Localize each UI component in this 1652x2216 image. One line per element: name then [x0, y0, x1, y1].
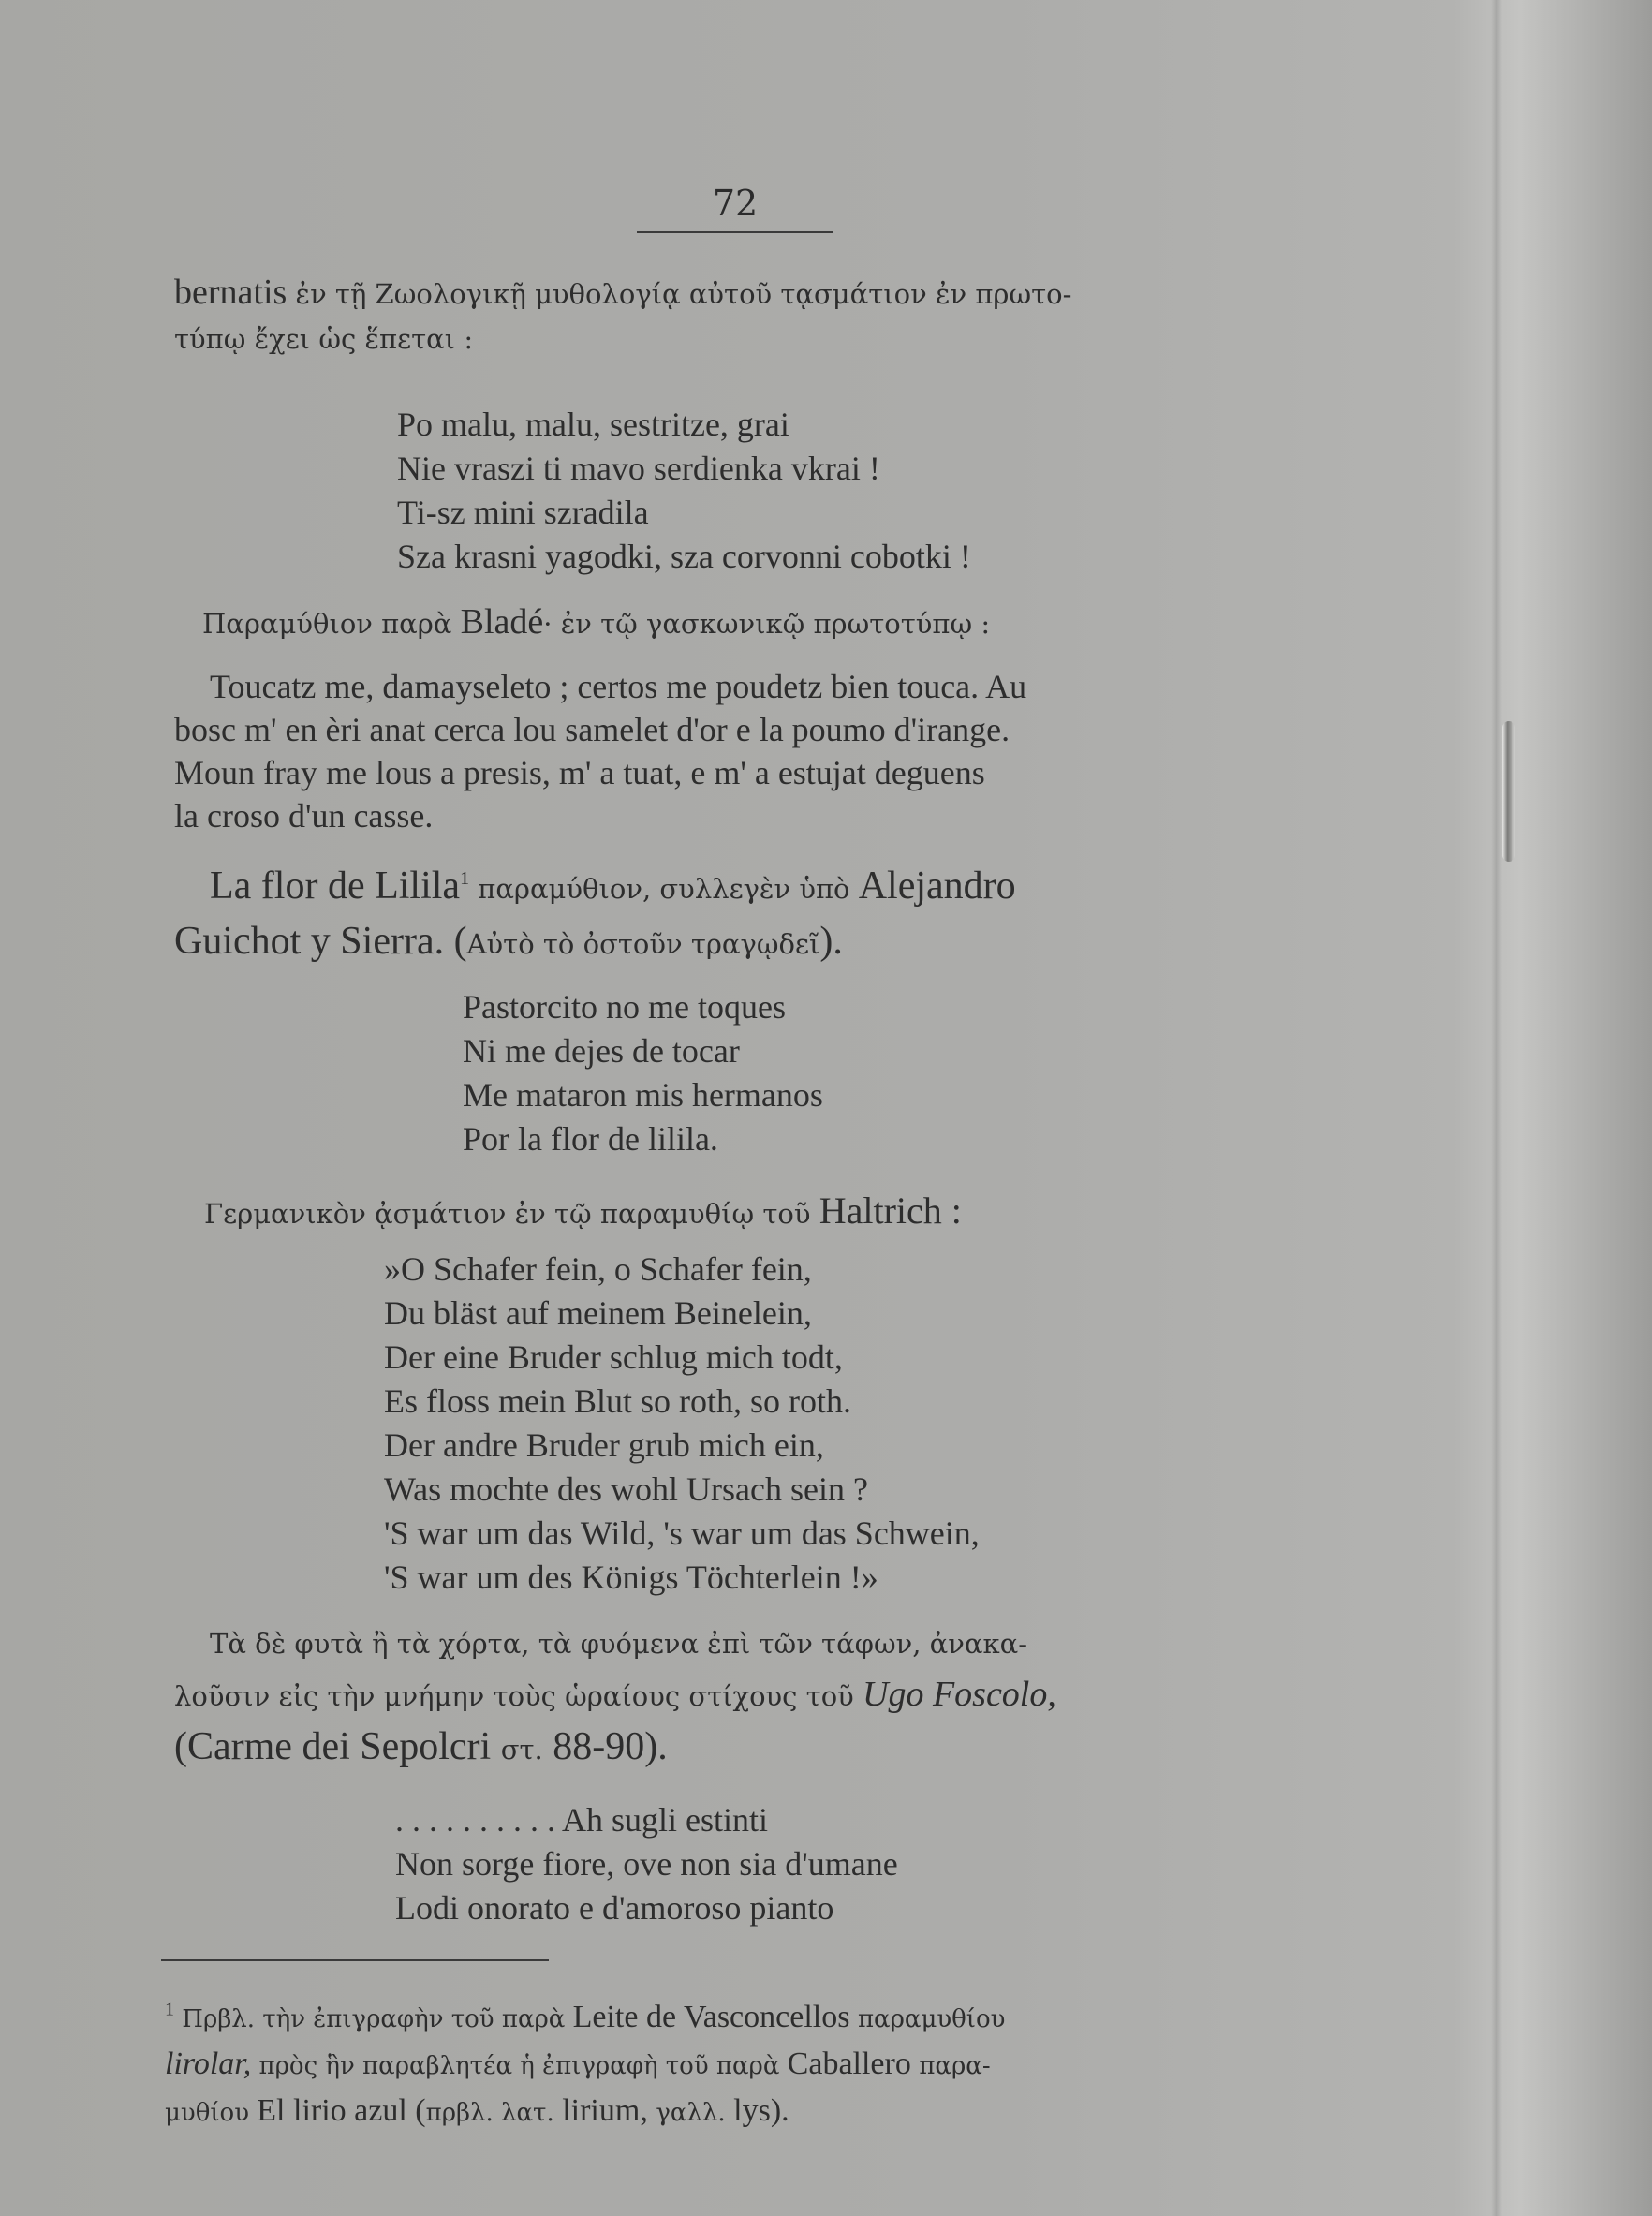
verse-line: Me mataron mis hermanos [463, 1076, 823, 1114]
binding-clip [1502, 721, 1515, 862]
haltrich-line [204, 1188, 962, 1237]
blade-greek-a: Παραμύθιον παρὰ [202, 608, 461, 640]
paragraph-lilila [174, 860, 1298, 970]
footnote-greek-3: πρὸς ἣν παραβλητέα ἡ ἐπιγραφὴ τοῦ παρὰ [251, 2052, 788, 2080]
paragraph-gascon-tale [174, 665, 1298, 837]
verse-slavic [397, 403, 971, 579]
footnote-greek-4: παρα- [919, 2052, 991, 2080]
verse-line: Der eine Bruder schlug mich todt, [384, 1338, 843, 1376]
verse-line: Ti-sz mini szradila [397, 494, 649, 531]
verse-german [384, 1248, 980, 1600]
verse-line: Du bläst auf meinem Beinelein, [384, 1294, 812, 1332]
verse-line: Der andre Bruder grub mich ein, [384, 1426, 824, 1464]
footnote-greek-7: γαλλ. [656, 2099, 726, 2127]
footnote-greek-2: παραμυθίου [857, 2005, 1006, 2033]
prose-line: Toucatz me, damayseleto ; certos me poudetz bien touca. Au [210, 668, 1027, 705]
verse-italian [395, 1798, 898, 1930]
foscolo-latin-3b: 88-90). [542, 1725, 668, 1768]
blade-line [202, 599, 990, 646]
lilila-latin-a: Alejandro [858, 864, 1016, 908]
verse-line: Nie vraszi ti mavo serdienka vkrai ! [397, 450, 880, 487]
paragraph-intro [174, 270, 1298, 362]
footnote-latin-5: lys). [725, 2093, 789, 2128]
lilila-line-2 [174, 915, 1298, 970]
lilila-greek-b: Αὐτὸ τὸ ὀστοῦν τραγῳδεῖ [466, 928, 820, 960]
foscolo-line-3 [174, 1721, 1298, 1775]
verse-line: 'S war um das Wild, 's war um das Schwein, [384, 1514, 980, 1552]
footnote-greek-5: μυθίου [165, 2099, 258, 2127]
footnote-italic-1: lirolar, [165, 2046, 252, 2081]
blade-greek-b: · ἐν τῷ γασκωνικῷ πρωτοτύπῳ : [543, 608, 991, 640]
verse-line: Non sorge fiore, ove non sia d'umane [395, 1845, 898, 1883]
verse-line: Lodi onorato e d'amoroso pianto [395, 1889, 834, 1927]
verse-line: Pastorcito no me toques [463, 988, 786, 1026]
foscolo-line-1: Τὰ δὲ φυτὰ ἢ τὰ χόρτα, τὰ φυόμενα ἐπὶ τῶν τάφων, ἀνακα- [210, 1628, 1027, 1660]
footnote-reference: 1 [460, 868, 470, 889]
foscolo-greek-3: στ. [500, 1734, 543, 1765]
haltrich-latin: Haltrich : [819, 1189, 962, 1232]
foscolo-latin-3a: (Carme dei Sepolcri [174, 1725, 501, 1768]
verse-line: »O Schafer fein, o Schafer fein, [384, 1250, 812, 1288]
verse-line: Por la flor de lilila. [463, 1120, 718, 1158]
footnote-mark: 1 [165, 1999, 174, 2020]
footnote-latin-4: lirium, [553, 2093, 656, 2128]
lilila-greek-a: παραμύθιον, συλλεγὲν ὑπὸ [469, 873, 859, 905]
intro-line-2: τύπῳ ἔχει ὡς ἕπεται : [174, 323, 474, 355]
footnote-latin-3: El lirio azul ( [257, 2093, 426, 2128]
intro-latin: bernatis [174, 273, 288, 312]
footnote-greek-6: πρβλ. λατ. [425, 2099, 554, 2127]
paragraph-foscolo [174, 1618, 1298, 1775]
haltrich-greek: Γερμανικὸν ᾀσμάτιον ἐν τῷ παραμυθίῳ τοῦ [204, 1198, 819, 1230]
intro-greek-1: ἐν τῇ Ζωολογικῇ μυθολογίᾳ αὐτοῦ τᾳσμάτιον ἐν πρωτο- [287, 278, 1072, 310]
prose-line: la croso d'un casse. [174, 797, 434, 835]
footnote-line-1 [165, 1995, 1005, 2042]
footnote-latin-2: Caballero [787, 2046, 920, 2081]
page-number: 72 [637, 183, 833, 233]
verse-line: Po malu, malu, sestritze, grai [397, 406, 789, 443]
foscolo-line-2 [174, 1669, 1298, 1721]
lilila-latin-c: ). [819, 920, 843, 963]
verse-line: Was mochte des wohl Ursach sein ? [384, 1470, 868, 1508]
blade-latin: Bladé [460, 602, 544, 642]
paragraph-blade [202, 599, 990, 646]
verse-spanish [463, 985, 823, 1161]
footnote-divider [161, 1959, 549, 1961]
verse-line: Ni me dejes de tocar [463, 1032, 740, 1070]
footnote-line-3 [165, 2089, 1005, 2135]
prose-line: Moun fray me lous a presis, m' a tuat, e m' a estujat deguens [174, 754, 985, 791]
page-fold-shadow [1491, 0, 1502, 2216]
foscolo-greek-2: λοῦσιν εἰς τὴν μνήμην τοὺς ὡραίους στίχους τοῦ [174, 1680, 863, 1712]
verse-line: . . . . . . . . . . Ah sugli estinti [395, 1801, 769, 1839]
footnote-latin-1: Leite de Vasconcellos [572, 2000, 858, 2034]
lilila-latin-b: Guichot y Sierra. ( [174, 920, 467, 963]
lilila-line-1 [174, 860, 1298, 915]
footnote-line-2 [165, 2042, 1005, 2089]
paragraph-haltrich [204, 1188, 962, 1237]
footnote [165, 1995, 1005, 2135]
footnote-greek-1: Πρβλ. τὴν ἐπιγραφὴν τοῦ παρὰ [174, 2005, 573, 2033]
verse-line: Sza krasni yagodki, sza corvonni cobotki ! [397, 538, 971, 575]
intro-line-1 [174, 270, 1298, 317]
lilila-title: La flor de Lilila [210, 864, 461, 908]
foscolo-author: Ugo Foscolo, [863, 1675, 1056, 1714]
verse-line: Es floss mein Blut so roth, so roth. [384, 1382, 852, 1420]
verse-line: 'S war um des Königs Töchterlein !» [384, 1559, 878, 1596]
prose-line: bosc m' en èri anat cerca lou samelet d'or e la poumo d'irange. [174, 711, 1010, 748]
